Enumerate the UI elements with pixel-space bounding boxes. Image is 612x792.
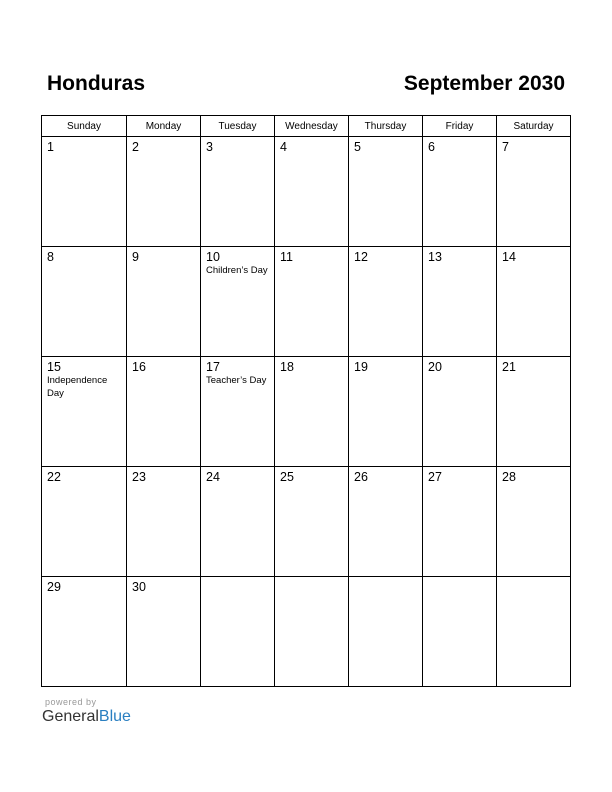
day-number: 26 [354,470,368,484]
logo-general: General [42,708,99,725]
day-cell [275,247,349,357]
day-cell [423,137,497,247]
day-cell [42,467,127,577]
day-cell [497,577,571,687]
day-cell [201,577,275,687]
day-number: 24 [206,470,220,484]
day-cell [349,137,423,247]
day-number: 10 [206,250,220,264]
day-number: 3 [206,140,213,154]
day-number: 9 [132,250,139,264]
day-number [423,577,496,580]
day-cell [423,357,497,467]
day-number [497,577,570,580]
day-number: 23 [132,470,146,484]
day-cell [201,247,275,357]
day-cell [42,357,127,467]
day-cell [497,137,571,247]
day-number: 5 [354,140,361,154]
day-number: 18 [280,360,294,374]
day-number: 7 [502,140,509,154]
day-cell [275,137,349,247]
day-number: 11 [280,250,293,264]
day-number: 14 [502,250,516,264]
week-row [42,137,571,247]
logo-blue: Blue [98,708,131,725]
week-row [42,577,571,687]
day-number: 28 [502,470,516,484]
day-cell [275,577,349,687]
day-number: 30 [132,580,146,594]
weekday-sunday: Sunday [42,116,127,137]
day-number: 16 [132,360,146,374]
weekday-wednesday: Wednesday [275,116,349,137]
day-cell [423,577,497,687]
calendar-grid [41,115,571,687]
day-cell [127,247,201,357]
day-number: 19 [354,360,368,374]
day-cell [42,247,127,357]
day-cell [349,577,423,687]
day-cell [497,247,571,357]
holiday-label: Teacher’s Day [206,375,267,386]
day-cell [423,247,497,357]
day-cell [127,577,201,687]
month-year-title: September 2030 [403,72,565,95]
weekday-monday: Monday [127,116,201,137]
day-cell [201,137,275,247]
day-number: 8 [47,250,54,264]
day-number [349,577,422,580]
day-number [201,577,274,580]
day-cell [349,357,423,467]
day-number: 27 [428,470,442,484]
day-cell [349,247,423,357]
day-cell [42,577,127,687]
day-number: 20 [428,360,442,374]
week-row [42,467,571,577]
week-row [42,247,571,357]
day-number: 12 [354,250,368,264]
day-cell [275,357,349,467]
day-number: 21 [502,360,516,374]
day-cell [127,357,201,467]
weekday-tuesday: Tuesday [201,116,275,137]
day-cell [201,357,275,467]
weekday-header-row [42,116,571,137]
day-number: 1 [47,140,54,154]
day-number: 13 [428,250,442,264]
day-number: 4 [280,140,287,154]
day-number: 15 [47,360,61,374]
day-number: 17 [206,360,220,374]
day-number: 6 [428,140,435,154]
day-cell [497,467,571,577]
day-cell [497,357,571,467]
day-cell [127,137,201,247]
day-number: 22 [47,470,61,484]
day-cell [42,137,127,247]
day-number: 29 [47,580,61,594]
powered-by-text: powered by [45,697,97,707]
day-cell [423,467,497,577]
day-cell [349,467,423,577]
weekday-saturday: Saturday [497,116,571,137]
generalblue-logo [42,708,131,726]
holiday-label: Children’s Day [206,265,268,276]
holiday-label: Independence Day [47,375,108,399]
day-number: 2 [132,140,139,154]
weekday-friday: Friday [423,116,497,137]
day-number: 25 [280,470,294,484]
day-cell [201,467,275,577]
day-cell [127,467,201,577]
day-number [275,577,348,580]
week-row [42,357,571,467]
country-title: Honduras [47,72,146,95]
day-cell [275,467,349,577]
weekday-thursday: Thursday [349,116,423,137]
